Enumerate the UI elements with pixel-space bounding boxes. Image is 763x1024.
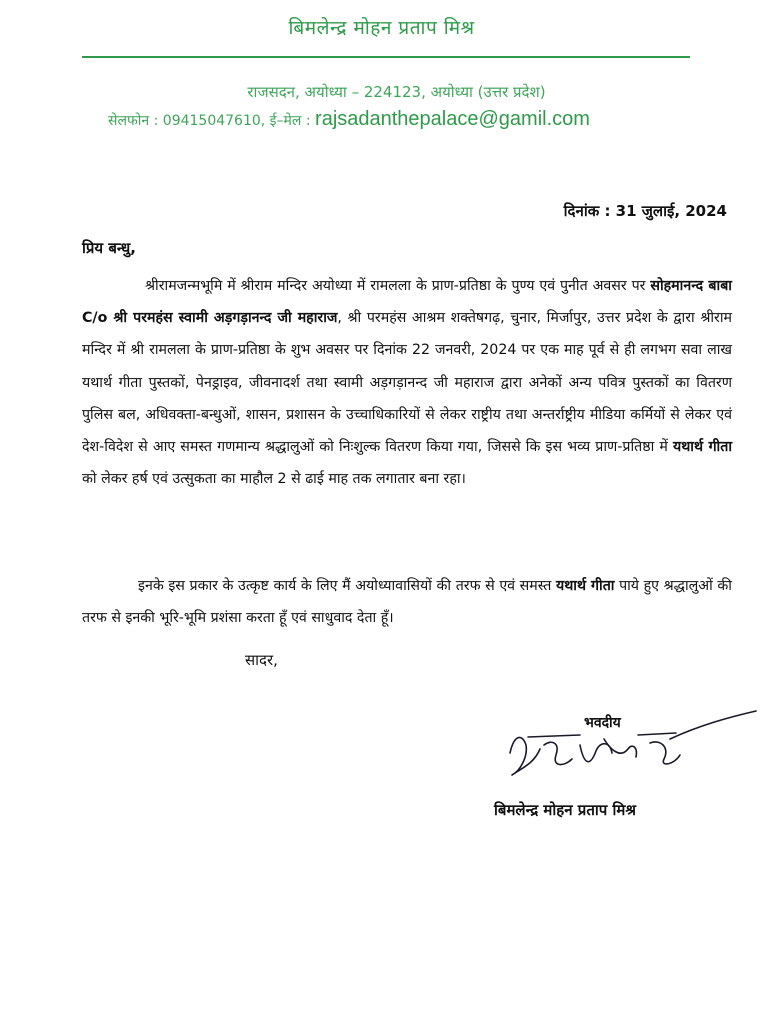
letter-date: दिनांक : 31 जुलाई, 2024 — [563, 202, 727, 220]
body-paragraph-1 — [82, 270, 732, 495]
para2-text-2: पाये हुए श्रद्धालुओं की तरफ से इनकी भूरि-भूमि प्रशंसा करता हूँ एवं साधुवाद देता हूँ। — [82, 578, 732, 627]
salutation: प्रिय बन्धु, — [82, 239, 136, 257]
email-label: ई–मेल : — [269, 113, 311, 129]
para2-text-1: इनके इस प्रकार के उत्कृष्ट कार्य के लिए मैं अयोध्यावासियों की तरफ से एवं समस्त — [138, 578, 556, 594]
signer-name: बिमलेन्द्र मोहन प्रताप मिश्र — [494, 801, 636, 819]
para2-bold-1: यथार्थ गीता — [555, 578, 615, 594]
letterhead-contact — [108, 108, 590, 131]
valediction: भवदीय — [584, 715, 621, 731]
letterhead-address: राजसदन, अयोध्या – 224123, अयोध्या (उत्तर प्रदेश) — [247, 83, 546, 101]
letterhead-divider — [82, 56, 690, 58]
handwritten-signature — [500, 705, 760, 795]
para1-text-2: , श्री परमहंस आश्रम शक्तेषगढ़, चुनार, मिर्जापुर, उत्तर प्रदेश के द्वारा श्रीराम मन्दिर में श्री रामलला के प्राण-प्रतिष्ठा के शुभ अवसर पर दिनांक 22 जनवरी, 2024 पर एक माह पूर्व से ही लगभग सवा लाख यथार्थ गीता पुस्तकों, पेनड्राइव, जीवनादर्श तथा स्वामी अड़गड़ानन्द जी महाराज द्वारा अनेकों अन्य पवित्र पुस्तकों का वितरण पुलिस बल, अधिवक्ता-बन्धुओं, शासन, प्रशासन के उच्चाधिकारियों से लेकर राष्ट्रीय तथा अन्तर्राष्ट्रीय मीडिया कर्मियों से लेकर एवं देश-विदेश से आए समस्त गणमान्य श्रद्धालुओं को निःशुल्क वितरण किया गया, जिससे कि इस भव्य प्राण-प्रतिष्ठा में — [82, 310, 732, 456]
para1-text-3: को लेकर हर्ष एवं उत्सुकता का माहौल 2 से ढाई माह तक लगातार बना रहा। — [82, 471, 466, 488]
para1-text-1: श्रीरामजन्मभूमि में श्रीराम मन्दिर अयोध्या में रामलला के प्राण-प्रतिष्ठा के पुण्य एवं पुनीत अवसर पर — [145, 278, 651, 294]
para1-bold-2: यथार्थ गीता — [673, 439, 732, 456]
closing: सादर, — [245, 651, 278, 669]
email-address: rajsadanthepalace@gamil.com — [315, 108, 590, 130]
body-paragraph-2 — [82, 570, 732, 634]
phone-label: सेलफोन : — [108, 113, 159, 129]
letterhead-name: बिमलेन्द्र मोहन प्रताप मिश्र — [288, 17, 475, 39]
para1-bold-1: सोहमानन्द बाबा C/o श्री परमहंस स्वामी अड़गड़ानन्द जी महाराज — [82, 278, 732, 327]
phone-number: 09415047610, — [162, 113, 266, 129]
